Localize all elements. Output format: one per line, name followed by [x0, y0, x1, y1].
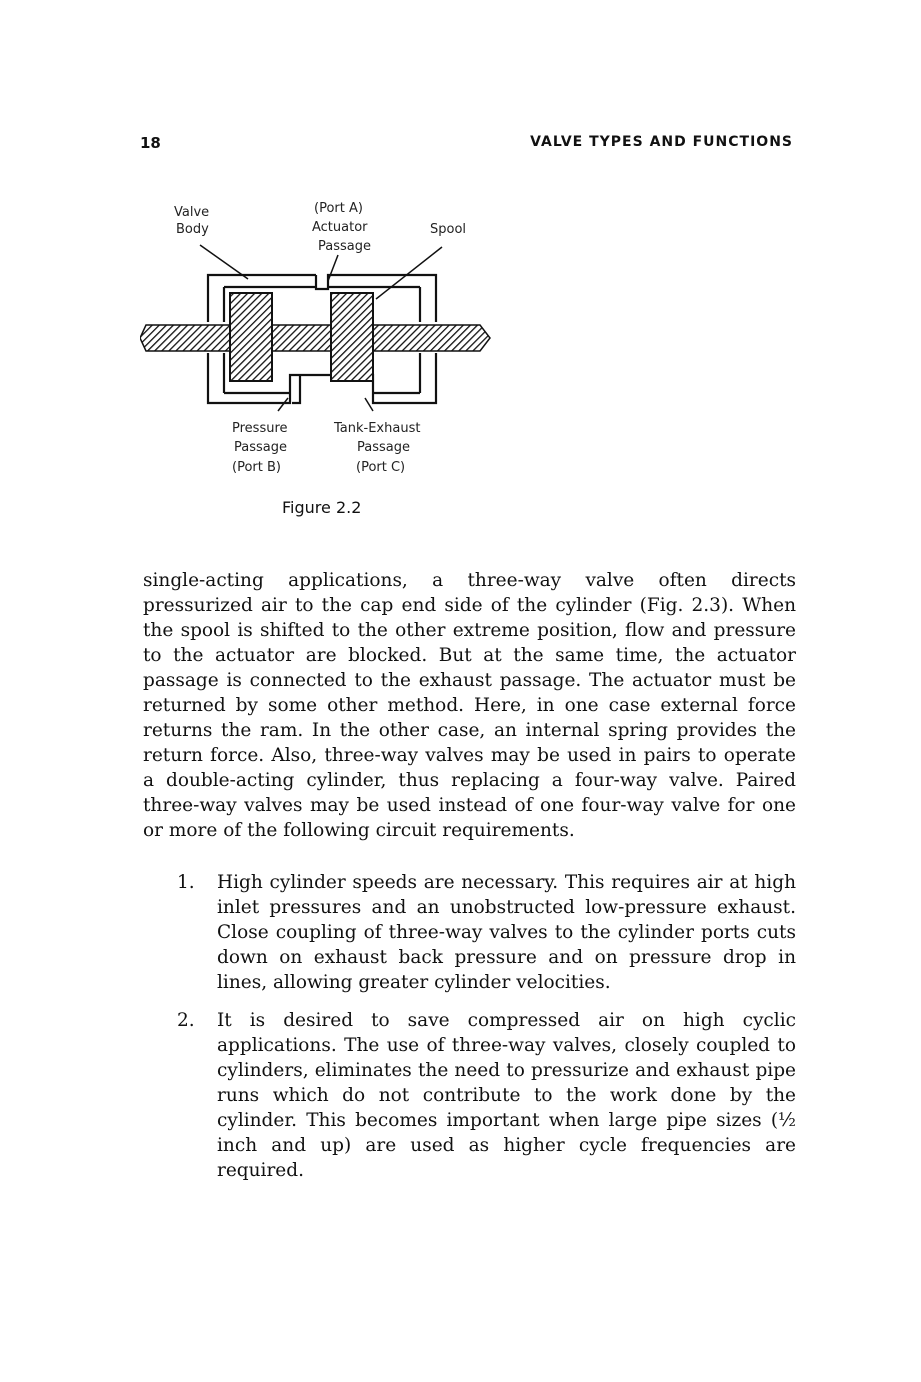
label-pressure-2: Passage	[234, 440, 287, 455]
label-port-a-1: (Port A)	[314, 201, 363, 216]
label-valve-body-2: Body	[176, 222, 209, 237]
list-item-text: High cylinder speeds are necessary. This requires air at high inlet pressures and an unobstructed low-pressure exhaust. Close coupling of three-way valves to the cylinder ports cuts down on exhaust back pressure and on pressure drop in lines, allowing greater cylinder velocities.	[217, 872, 796, 993]
leader-tank	[365, 398, 373, 411]
label-pressure-3: (Port B)	[232, 460, 281, 475]
leader-spool	[376, 247, 442, 299]
figure-valve-diagram	[140, 195, 500, 485]
list-item	[143, 1008, 796, 1183]
list-item-number: 1.	[177, 872, 195, 893]
spool-rod	[140, 325, 490, 351]
label-tank-3: (Port C)	[356, 460, 406, 475]
leader-pressure	[278, 398, 288, 411]
valve-diagram	[140, 195, 500, 485]
label-port-a-3: Passage	[318, 239, 371, 254]
running-header: VALVE TYPES AND FUNCTIONS	[530, 134, 793, 150]
label-tank-2: Passage	[357, 440, 410, 455]
leader-valve-body	[200, 245, 248, 279]
list-item	[143, 870, 796, 995]
list-item-text: It is desired to save compressed air on high cyclic applications. The use of three-way valves, closely coupled to cylinders, eliminates the need to pressurize and exhaust pipe runs which do not contribute to the work done by the cylinder. This becomes important when large pipe sizes (½ inch and up) are used as higher cycle frequencies are required.	[217, 1010, 796, 1181]
list-item-number: 2.	[177, 1010, 195, 1031]
figure-caption: Figure 2.2	[282, 498, 362, 517]
label-pressure-1: Pressure	[232, 421, 288, 436]
leader-port-a	[328, 255, 338, 281]
label-spool: Spool	[430, 222, 467, 237]
label-port-a-2: Actuator	[312, 220, 368, 235]
spool-land-right	[331, 293, 373, 381]
label-tank-1: Tank-Exhaust	[334, 421, 421, 436]
spool-land-left	[230, 293, 272, 381]
page-number: 18	[140, 134, 161, 152]
label-valve-body-1: Valve	[174, 205, 210, 220]
body-paragraph: single-acting applications, a three-way valve often directs pressurized air to the cap end side of the cylinder (Fig. 2.3). When the spool is shifted to the other extreme position, flow and pressure to the actuator are blocked. But at the same time, the actuator passage is connected to the exhaust passage. The actuator must be returned by some other method. Here, in one case external force returns the ram. In the other case, an internal spring provides the return force. Also, three-way valves may be used in pairs to operate a double-acting cylinder, thus replacing a four-way valve. Paired three-way valves may be used instead of one four-way valve for one or more of the following circuit requirements.	[143, 570, 796, 841]
